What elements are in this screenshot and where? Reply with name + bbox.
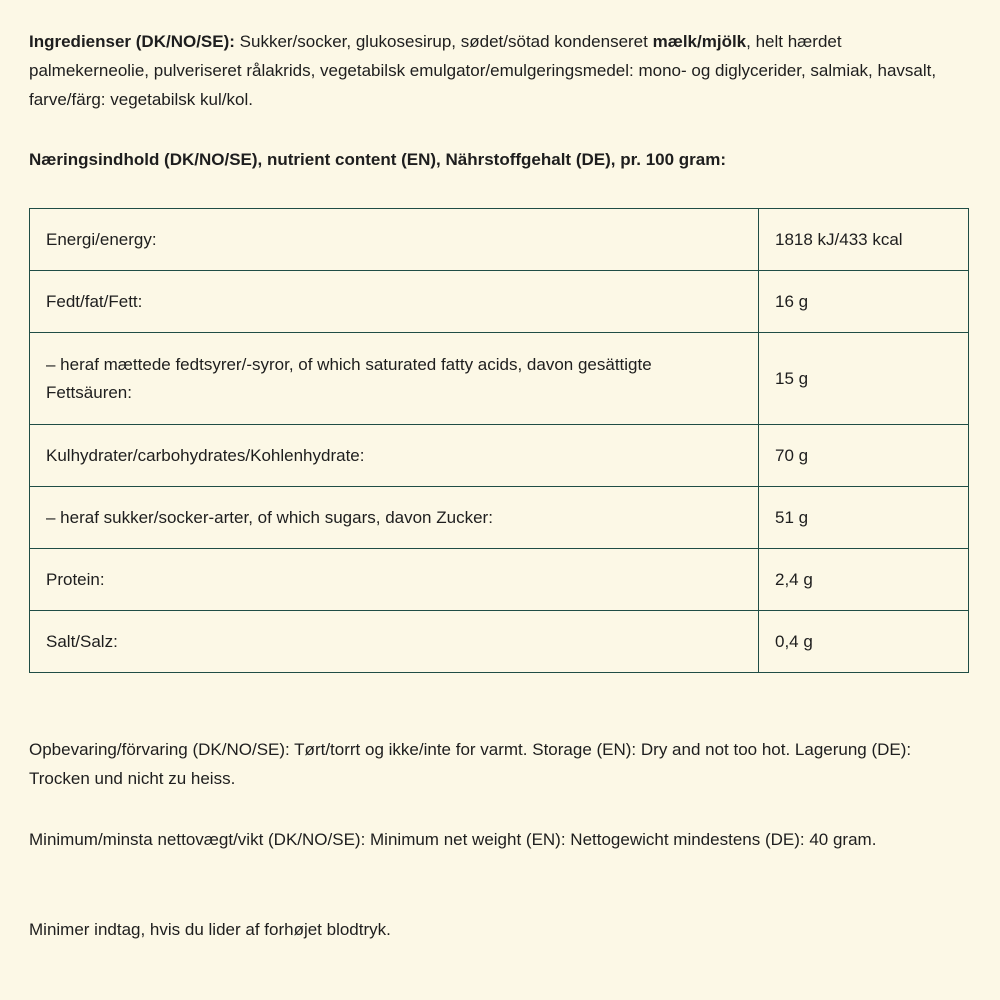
table-row xyxy=(30,487,969,549)
nutrient-label-energy: Energi/energy: xyxy=(30,209,759,271)
nutrient-value-salt: 0,4 g xyxy=(759,611,969,673)
net-weight-paragraph: Minimum/minsta nettovægt/vikt (DK/NO/SE): Minimum net weight (EN): Nettogewicht mindestens (DE): 40 gram. xyxy=(29,830,877,849)
table-row xyxy=(30,271,969,333)
ingredients-label: Ingredienser (DK/NO/SE): xyxy=(29,32,235,51)
nutrient-label-saturated-fat: – heraf mættede fedtsyrer/-syror, of which saturated fatty acids, davon gesättigte Fettsäuren: xyxy=(30,333,759,425)
nutrient-value-saturated-fat: 15 g xyxy=(759,333,969,425)
product-info-page xyxy=(29,27,971,939)
nutrition-table xyxy=(29,208,969,673)
table-row xyxy=(30,611,969,673)
nutrient-label-sugars: – heraf sukker/socker-arter, of which sugars, davon Zucker: xyxy=(30,487,759,549)
ingredients-paragraph xyxy=(29,27,959,114)
allergen-milk: mælk/mjölk xyxy=(652,32,747,51)
table-row xyxy=(30,425,969,487)
table-row xyxy=(30,549,969,611)
storage-paragraph: Opbevaring/förvaring (DK/NO/SE): Tørt/torrt og ikke/inte for varmt. Storage (EN): Dry and not too hot. Lagerung (DE): Trocken und nicht zu heiss. xyxy=(29,740,912,788)
table-row xyxy=(30,209,969,271)
nutrient-value-fat: 16 g xyxy=(759,271,969,333)
table-row xyxy=(30,333,969,425)
nutrient-value-sugars: 51 g xyxy=(759,487,969,549)
nutrient-label-carbohydrates: Kulhydrater/carbohydrates/Kohlenhydrate: xyxy=(30,425,759,487)
nutrient-label-fat: Fedt/fat/Fett: xyxy=(30,271,759,333)
nutrient-value-protein: 2,4 g xyxy=(759,549,969,611)
nutrient-value-carbohydrates: 70 g xyxy=(759,425,969,487)
ingredients-text-part1: Sukker/socker, glukosesirup, sødet/sötad kondenseret xyxy=(234,32,653,51)
nutrient-label-salt: Salt/Salz: xyxy=(30,611,759,673)
health-advice-paragraph: Minimer indtag, hvis du lider af forhøjet blodtryk. xyxy=(29,920,391,939)
ingredients-text-part2: , helt hærdet palmekerneolie, pulveriseret rålakrids, vegetabilsk emulgator/emulgeringsmedel: mono- og diglycerider, salmiak, havsalt, farve/färg: vegetabilsk kul/kol. xyxy=(29,32,937,109)
nutrient-value-energy: 1818 kJ/433 kcal xyxy=(759,209,969,271)
nutrient-label-protein: Protein: xyxy=(30,549,759,611)
nutrition-heading: Næringsindhold (DK/NO/SE), nutrient content (EN), Nährstoffgehalt (DE), pr. 100 gram: xyxy=(29,150,727,169)
